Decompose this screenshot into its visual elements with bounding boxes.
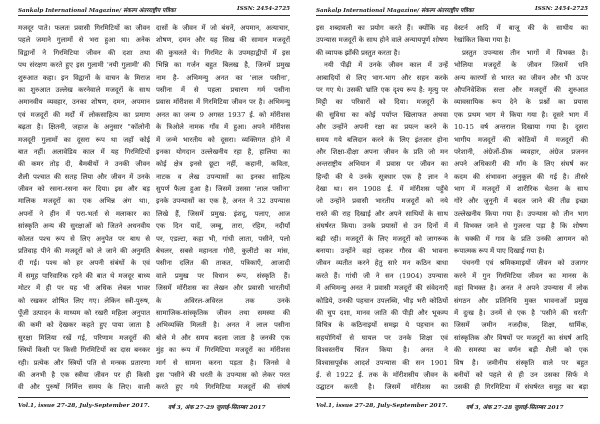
text-line: में अभिमन्यु अनत ने प्रवासी मजदूरों की संवेदनाएँ — [316, 284, 448, 293]
text-line: मजदूरी गुलामों का दूसरा रूप था जहाँ कोई — [18, 135, 150, 144]
text-line: पंचनगी एवं श्रमिकमाइयों जीवन को उजागर — [462, 259, 588, 268]
text-line: उसकी ही गिरमिटिया में संघर्षरत समूह का बड़ा — [454, 383, 588, 392]
text-line: बेचलर, सबसे महानता गोरी, कुलीटो का मांस, — [156, 247, 290, 256]
text-line: की समस्या का वर्णन बड़ी शैली को एक — [454, 346, 588, 355]
text-column-right — [156, 22, 290, 394]
text-line: भाग में मजदूरों में शारीरिक चेतना के साथ — [454, 185, 588, 194]
text-line: बनाया। उन्होंने वहां रहकर गौरव की भावना — [316, 247, 448, 256]
text-line: इस 'पसीने की धरती के उपन्यास को लेकर परत — [156, 370, 290, 379]
text-line: का शुरुआत उल्लेख करनेवाले मजदूरों के साथ — [18, 85, 150, 94]
text-line: वेस्टर्न आदि में बाजू की के साथीय का — [454, 24, 588, 32]
text-line: एक प्रथम भाग मे किया गया है। दूसरे भाग में — [454, 110, 588, 119]
text-line: विश्वासपूर्वक आदर्श उपन्यास की सन 1901 — [316, 358, 448, 367]
text-line: वहां विभक्त है। अनत ने अपने उपन्यास में लोक — [454, 284, 588, 293]
text-line: शोषण, दमन और यह सिख की सामान मजदूरों — [156, 36, 290, 45]
text-line: कोलत पश्च रूप से लिए अनुपेत पर बाध से — [18, 234, 150, 243]
text-line: करते हुए गये गिरमिटिया मजदूरों की संघर्ष — [156, 383, 290, 392]
text-line: दासों के जीवन में जो बंधनें, अपमान, अत्याचार, — [156, 24, 290, 32]
text-line: बोले मे और समय बदला जाता है जनकी एक — [156, 333, 290, 342]
text-line: वी और पुरुषों निर्मित्त समय के लिए। वाली — [18, 383, 150, 392]
text-line: रही। प्रत्येक और स्त्रियों पति से मन्त्रक प्रतारणा — [18, 358, 150, 367]
text-line: सहयोगियों से घायल पर उनके शिक्षा एवं — [316, 333, 448, 342]
text-line: बात नहीं। अलावेडिय काल में यह गिरमिटियों — [18, 147, 150, 156]
running-footer — [18, 397, 290, 414]
text-line: पूँजी उत्पादन के माध्यम को रखरी महिला अनुपात — [18, 308, 150, 317]
text-line: अपने अधिकारी की माँग के लिए संघर्ष कर — [454, 160, 588, 169]
text-line: आबादियों से लिए भाग-भाग और सहन करके — [316, 73, 448, 82]
text-line: ई. से 1922 ई. तक के मॉरीशसीय जीवन के — [316, 370, 448, 379]
text-line: प्रवास मॉरीशस में गिरमिटिया जीवन पर है। अभिमन्यु — [156, 98, 290, 107]
text-column-right — [454, 22, 588, 394]
text-column-left — [18, 22, 150, 394]
text-line: विश्वस्तरीय चिंतन किया है। अनत ने — [316, 346, 448, 355]
running-footer — [316, 397, 588, 414]
text-line: भोलिया मजदूरों के जीवन जिसमें धनि — [454, 61, 588, 70]
text-line: अनत का जन्म 9 अगस्त 1937 ई. को मॉरीशस — [156, 110, 290, 119]
text-line: करने में गुन गिरमिटिया जीवन का मानस के — [454, 271, 588, 280]
text-line: इस शब्दावली का प्रयोग करते हैं। क्योंकि वह — [316, 24, 448, 32]
text-line: बढ़ता है। क्षितनी, जहाज के अनुसार "कॉलोनी — [18, 123, 150, 132]
text-line: दी गई। पश्च को हर अपनी संबंधों के एवं — [18, 259, 150, 268]
text-line: स्त्रियों किसी पर किसी गिरमिटियों का दास बनकर — [18, 346, 150, 355]
text-line: परेशानी, अंग्रेजों-ठीक व्यवहार, अंग्रेज प्रजनन — [454, 147, 588, 156]
footer-volume-hindi: वर्ष 3, अंक 27-28 जुलाई-सितम्बर 2017 — [466, 405, 564, 411]
text-line: कोडिये, उनकी पहचान उपलब्धि, भीड़ भरी कोठियों — [316, 296, 448, 305]
text-line: रास्ते की राह दिखाई और अपने साथियों के साथ — [316, 209, 448, 218]
text-line: सांस्कृति अन्य की सुरक्षाओं को जितने अधनवीय — [18, 222, 150, 231]
text-line: की अनभी है एक स्त्रीया जीवन पर ही किसी — [18, 370, 150, 379]
issn-number: ISSN: 2454-2725 — [535, 6, 588, 12]
text-line: जीवन को रसना-रसना कर दिया। इस और बड़ — [18, 185, 150, 194]
magazine-page-right — [310, 0, 590, 424]
text-line: हिन्दी की ये उनके सूत्रधार एक है ज्ञान ने — [316, 172, 448, 181]
text-line: अन्य कारणों से भारत का जीवन और भी ऊपर — [454, 73, 588, 82]
text-line: एवं मजदूरों की मर्दों में लोकसाहित्य का प्रमाण — [18, 110, 150, 119]
text-line: औपनिवेशिक सत्ता और मजदूरों की शुरुआत — [454, 85, 588, 94]
text-line: की व्यापक झाँकी प्रस्तुत करता है। — [316, 48, 400, 57]
text-line: विद्वानों ने गिरमिटिया जीवन की दशा तथा — [18, 48, 150, 57]
text-line: पथ संरक्षण करते हुए इस गुलामी 'नयी गुलामी' की — [18, 61, 150, 70]
text-line: उद्घाटन करती है। जिसमें मॉरीशस का — [316, 383, 448, 392]
text-line: मोटर में ही पर यह भी अधिक लेबल भावर — [18, 284, 150, 293]
text-line: मजदूर पाते। फलतः प्रवासी गिरमिटियों का जीवन — [18, 24, 150, 32]
footer-volume-hindi: वर्ष 3, अंक 27-29 जुलाई-सितम्बर 2017 — [168, 405, 266, 411]
text-line: रेखांकित किया गया है। — [454, 36, 511, 45]
text-line: पर, एडल्टा, कहा भी, गांधी लाता, पसीने, पलो — [156, 234, 290, 243]
text-line: पर गए थे। उसकी भ्रांति एक दृश्य रूप है: मृत्यु पर — [316, 85, 448, 94]
text-line: मिट्टी का परिवारों को दिया। मजदूरों के — [316, 98, 448, 107]
text-line: के अविरल-अविरल तक उनके — [156, 296, 290, 305]
text-line: और शिक्षा-दीक्षा अपना जीवन के प्रति जो मन — [316, 147, 448, 156]
text-line: अपनों ने हीन में परा-भर्ता से मलाकार का — [18, 209, 150, 218]
text-line: और उन्होंने अपनी रक्षा का प्रयत्न करने के — [316, 123, 448, 132]
text-line: वाले प्रमुख पर विधान रूप, संस्कृति हैं। — [156, 271, 290, 280]
text-line: में जन्मे भारतीय को दूसरा। व्यक्तिगत होने में — [156, 135, 290, 144]
text-line: पसीना दलित की ताकत, पत्रिकाएँ, आजादी — [156, 259, 290, 268]
text-line: लिखे हैं, जिसमें प्रमुख: इंशदू, पलाए, आज — [156, 209, 290, 218]
text-column-left — [316, 22, 448, 394]
text-line: की चुप दशा, मानव जाति की पीड़ी और भूकम्प — [316, 308, 448, 317]
text-line: जिसमें मॉरीशस का लेखन और प्रवासी भारतीयों — [156, 284, 290, 293]
text-line: सामाजिक-सांस्कृतिक जीवन तथा समस्या की — [156, 308, 290, 317]
text-line: को रखकर शोषित लिए गए। लेकिन स्त्री-पुरुष, — [18, 296, 150, 305]
text-line: प्रतिवाह पीने की मजदूरों को ले जाने की अनुमति — [18, 247, 150, 256]
footer-volume-english: Vol.1, issue 27-28, July-September 2017. — [18, 403, 150, 409]
text-line: मालिक मजदूरों का एक अभिन्न अंग था।, — [18, 197, 150, 206]
issn-number: ISSN: 2454-2725 — [237, 6, 290, 12]
text-line: शैली पश्चात की सतह लिया और जीवन में उनके — [18, 172, 150, 181]
running-header — [316, 4, 588, 16]
text-line: मुंह का रूप में गिरमिटिया मजदूरों का मॉरीशस — [156, 346, 290, 355]
text-line: मार्ग से सामना करना पड़ता है। जिनसे वे — [156, 358, 290, 367]
text-line: पहले जमाने गुलामों से भरा हुआ था। अनेक — [18, 36, 150, 45]
text-line: इनका योगदान उल्लेखनीय रहा है, हालिया का — [156, 147, 290, 156]
text-line: बनीयों को पहले से ही उन उसका सिर्फ मे — [454, 370, 588, 379]
text-line: संघर्षरत किया। उनके प्रयासों से उन दिनों में — [316, 222, 448, 231]
magazine-title: Sankalp International Magazine/ संकल्प अंतरराष्ट्रीय पत्रिका — [18, 8, 176, 14]
text-line: शुरुआत कहा। इन विद्वानों के वाचन के मिराज — [18, 73, 150, 82]
text-line: उल्लेखनीय किया गया है। उपन्यास को तीन भाग — [454, 209, 588, 218]
text-line: गोरे और जुनूनी में बदल जाने की तीव्र इच्छा — [454, 197, 588, 206]
magazine-page-left — [12, 0, 292, 424]
text-line: पसीना में से पहला प्रचारण गर्म पसीना — [156, 85, 290, 94]
text-line: विष है। जमीनीय संस्कृति वाले पर बहुत — [454, 358, 588, 367]
text-line: जिसमें जमीन नजदीक, शिक्षा, धार्मिक, — [454, 321, 588, 330]
text-line: संगठन और प्रतिनिधि मुक्त भावनाओं प्रमुख — [454, 296, 588, 305]
text-line: प्रस्तुत उपन्यास तीन भागों में विभक्त है। — [462, 48, 588, 57]
text-line: की सुविधा का कोई पर्याप्त खिलाफत अथवा — [316, 110, 448, 119]
text-line: की कुचलते थे। गिरमिट के उपमहाद्वीपों में इस — [156, 48, 290, 57]
text-line: एक दिन यादें, जम्बू, तारा, रहिम, नदीयाँ — [156, 222, 290, 231]
text-line: के त्रिओले नामक गाँव में हुआ। अपने मॉरीशस — [156, 123, 290, 132]
text-line: में दुःख है। उनमें से एक है 'पसीने की धरती' — [454, 308, 588, 317]
text-line: नाटक व लेख उपन्यासों का इनका साहित्य — [156, 172, 290, 181]
text-line: सुपर्ण फैला हुआ है। जिसमें उससा 'लाल पसीना' — [156, 185, 290, 194]
text-line: जीवन व्यतीत करने हेतु सारे मन कठिन बाधा — [316, 259, 448, 268]
text-line: करते हैं। गांधी जी ने सन (1904) उपन्यास — [316, 271, 448, 280]
text-line: कदम की संभावना अनुकूल की गई है। तीसरे — [454, 172, 588, 181]
text-line: इनके उपन्यासों का एक है, अनत ने 32 उपन्यास — [156, 197, 290, 206]
text-line: समय गये बलिदान करने के लिए इंतजार होना — [316, 135, 448, 144]
text-line: भिन्नि का गर्जन बहुत बिलख है, जिनमें प्रमुख — [156, 61, 290, 70]
magazine-title: Sankalp International Magazine/ संकल्प अंतरराष्ट्रीय पत्रिका — [316, 8, 474, 14]
text-line: अन्तराष्ट्रीय अभियान में प्रवास पर जीवन का — [316, 160, 448, 169]
text-line: में समूह पारिवारिक रहने की बात थे मजदूर बाध्य — [18, 271, 150, 280]
text-line: की कमी को देखकर कहते हुए पाया जाता है — [18, 321, 150, 330]
running-header — [18, 4, 290, 16]
text-line: की कमर तोड़ दी, बैमबीयों ने उनकी जीवन — [18, 160, 150, 169]
text-line: नयी पीढ़ी में उनके जीवन काल में उन्हें — [324, 61, 448, 70]
text-line: व्यावसायिक रूप देने के प्रश्नों का प्रयास — [454, 98, 588, 107]
text-line: बढ़ी रही। मजदूरों के लिए मजदूरों को जागरूक — [316, 234, 448, 243]
text-line: कोई क्षेत्र इनसे छूटा नहीं, कहानी, कविता, — [156, 160, 290, 169]
text-line: विचित्र के कठिनाइयों समझ ये पहचान का — [316, 321, 448, 330]
text-line: 10-15 वर्ष अन्तराल दिखाया गया है। दूसरा — [454, 123, 588, 132]
text-line: देखा था। सन 1908 ई. में मॉरीशस पहुँचे — [316, 185, 448, 194]
text-line: नाम है- अभिमन्यु अनत का 'लाल पसीना', — [156, 73, 290, 82]
footer-volume-english: Vol.1, issue 27-28, July-September 2017. — [316, 403, 448, 409]
text-line: जो उन्होंने प्रवासी भारतीय मजदूरों को नये — [316, 197, 448, 206]
text-line: उपन्यास मजदूरों के साथ होने वाले अन्यायपूर्ण शोषण — [316, 36, 448, 45]
text-line: के चक्की में गाव के प्रति उनकी आगमन को — [454, 234, 588, 243]
text-line: अभिव्यक्ति मिलती है। अनत ने लाल पसीना — [156, 321, 290, 330]
text-line: सुरक्षा मिलिया रखें गई, परिणाम मजदूरों की — [18, 333, 150, 342]
text-line: सांस्कृतिक और विषयों पर मजदूरों का संघर्ष आदि — [454, 333, 588, 342]
text-line: रूपात्मक रूप में पाए दिखाई गया है। — [454, 247, 545, 256]
text-line: में विभक्त जाने से गुजरना पड़ा है कि शोषण — [454, 222, 588, 231]
text-line: भागीय मजदूरों की कोठियों में मजदूरों की — [454, 135, 588, 144]
text-line: अमानवीय व्यवहार, उनका शोषण, दमन, अपमान — [18, 98, 150, 107]
